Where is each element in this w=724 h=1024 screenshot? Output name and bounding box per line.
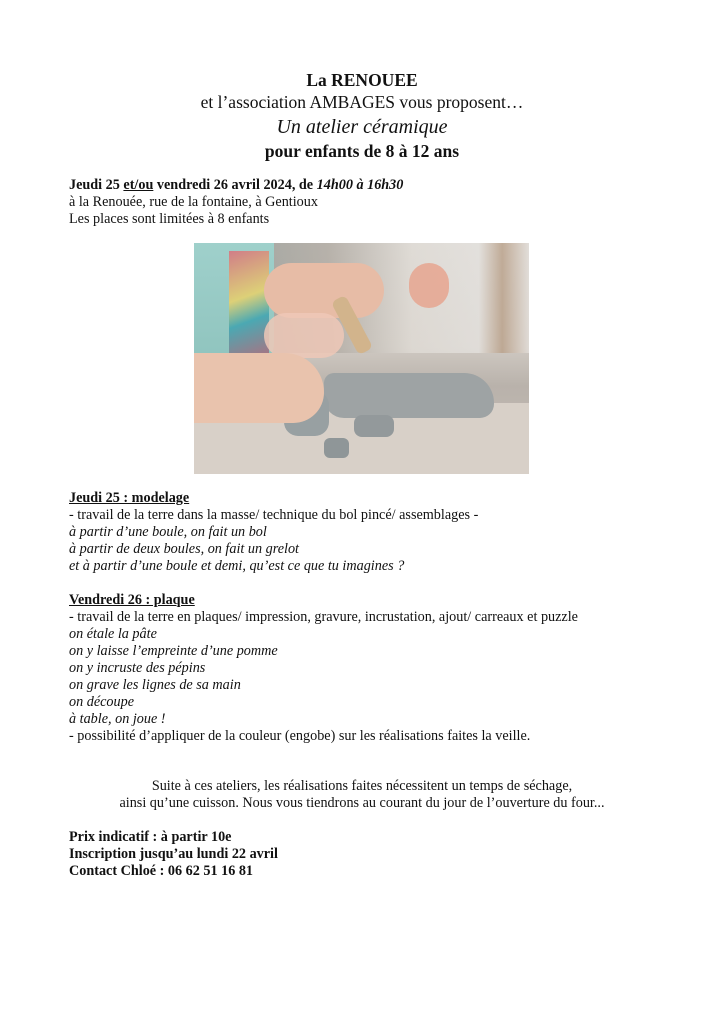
day1-step: et à partir d’une boule et demi, qu’est ce que tu imagines ? (69, 558, 405, 574)
day2-step: à table, on joue ! (69, 711, 166, 727)
followup-line2: ainsi qu’une cuisson. Nous vous tiendrons au courant du jour de l’ouverture du four... (119, 795, 605, 811)
day2-step: on grave les lignes de sa main (69, 677, 241, 693)
date-andor: et/ou (123, 177, 154, 193)
day2-step: on étale la pâte (69, 626, 157, 642)
date-part2: vendredi 26 avril 2024, de (153, 177, 317, 193)
date-line (69, 177, 403, 194)
day1-step: à partir d’une boule, on fait un bol (69, 524, 267, 540)
registration: Inscription jusqu’au lundi 22 avril (69, 846, 278, 862)
price: Prix indicatif : à partir 10e (69, 829, 232, 845)
day1-step: à partir de deux boules, on fait un grelot (69, 541, 299, 557)
day2-step: on découpe (69, 694, 135, 710)
audience: pour enfants de 8 à 12 ans (264, 141, 460, 161)
time: 14h00 à 16h30 (316, 177, 404, 193)
day2-heading: Vendredi 26 : plaque (69, 592, 195, 608)
subtitle: et l’association AMBAGES vous proposent… (200, 92, 524, 112)
organizer-title: La RENOUEE (306, 70, 418, 90)
day2-step: on y laisse l’empreinte d’une pomme (69, 643, 278, 659)
location: à la Renouée, rue de la fontaine, à Gentioux (69, 194, 318, 210)
date-part1: Jeudi 25 (69, 177, 124, 193)
contact: Contact Chloé : 06 62 51 16 81 (69, 863, 254, 879)
capacity: Les places sont limitées à 8 enfants (69, 211, 270, 227)
followup-line1: Suite à ces ateliers, les réalisations faites nécessitent un temps de séchage, (151, 778, 573, 794)
day1-heading: Jeudi 25 : modelage (69, 490, 190, 506)
day2-note: - possibilité d’appliquer de la couleur (engobe) sur les réalisations faites la veille. (69, 728, 531, 744)
workshop-title: Un atelier céramique (276, 116, 448, 138)
workshop-photo (194, 243, 529, 474)
day2-description: - travail de la terre en plaques/ impression, gravure, incrustation, ajout/ carreaux et puzzle (69, 609, 578, 625)
day2-step: on y incruste des pépins (69, 660, 206, 676)
day1-description: - travail de la terre dans la masse/ technique du bol pincé/ assemblages - (69, 507, 479, 523)
